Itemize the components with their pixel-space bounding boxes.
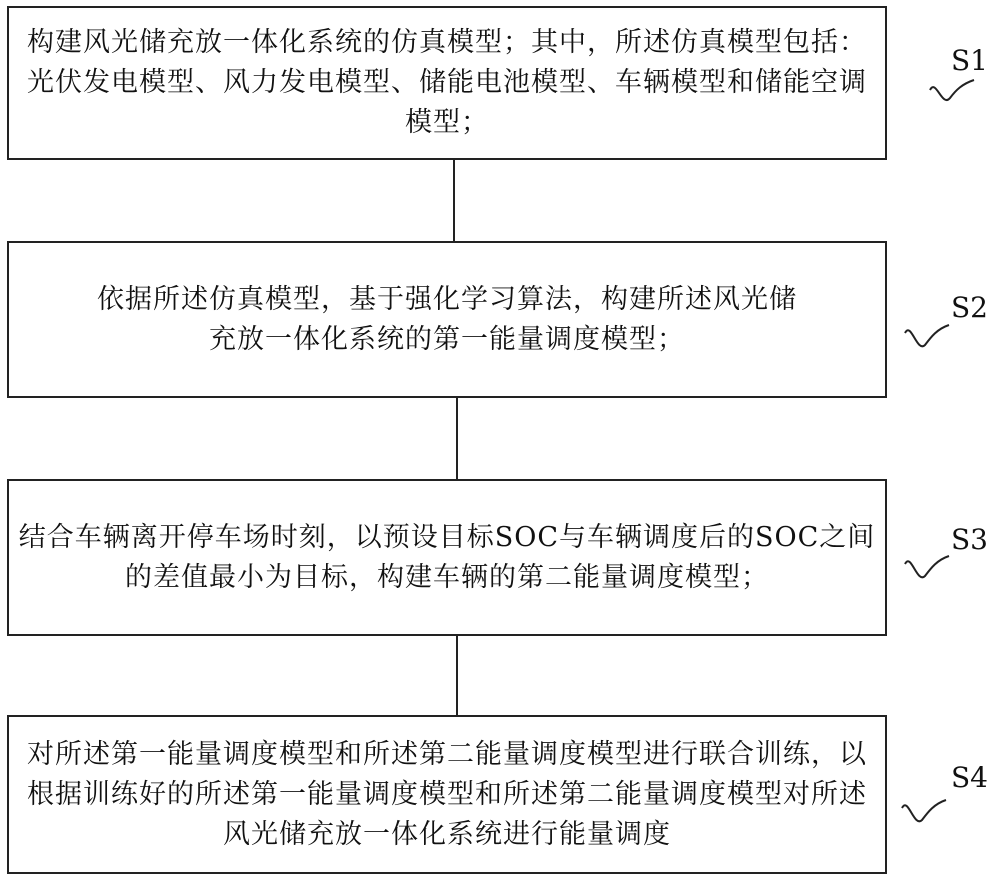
flow-connector-3-4 [456,636,458,715]
squiggle-connector-s3 [905,556,955,586]
step-text-s4: 对所述第一能量调度模型和所述第二能量调度模型进行联合训练，以根据训练好的所述第一能量调度模型和所述第二能量调度模型对所述风光储充放一体化系统进行能量调度 [27,738,867,850]
step-label-s4: S4 [951,761,988,794]
step-label-s2: S2 [951,291,988,324]
step-text-s3: 结合车辆离开停车场时刻，以预设目标SOC与车辆调度后的SOC之间的差值最小为目标，构建车辆的第二能量调度模型； [18,521,876,593]
squiggle-connector-s4 [902,800,952,830]
step-box-s4 [7,715,887,874]
flow-connector-2-3 [456,398,458,479]
step-box-s1 [7,6,887,160]
squiggle-connector-s2 [905,325,955,355]
step-label-s3: S3 [951,523,988,556]
step-text-s1: 构建风光储充放一体化系统的仿真模型；其中，所述仿真模型包括：光伏发电模型、风力发电模型、储能电池模型、车辆模型和储能空调模型； [27,27,867,138]
step-box-s3 [7,479,887,636]
step-text-s2: 依据所述仿真模型，基于强化学习算法，构建所述风光储充放一体化系统的第一能量调度模型； [97,283,797,355]
flow-connector-1-2 [453,160,455,241]
squiggle-connector-s1 [930,80,980,110]
step-label-s1: S1 [951,44,988,77]
step-box-s2 [7,241,887,398]
